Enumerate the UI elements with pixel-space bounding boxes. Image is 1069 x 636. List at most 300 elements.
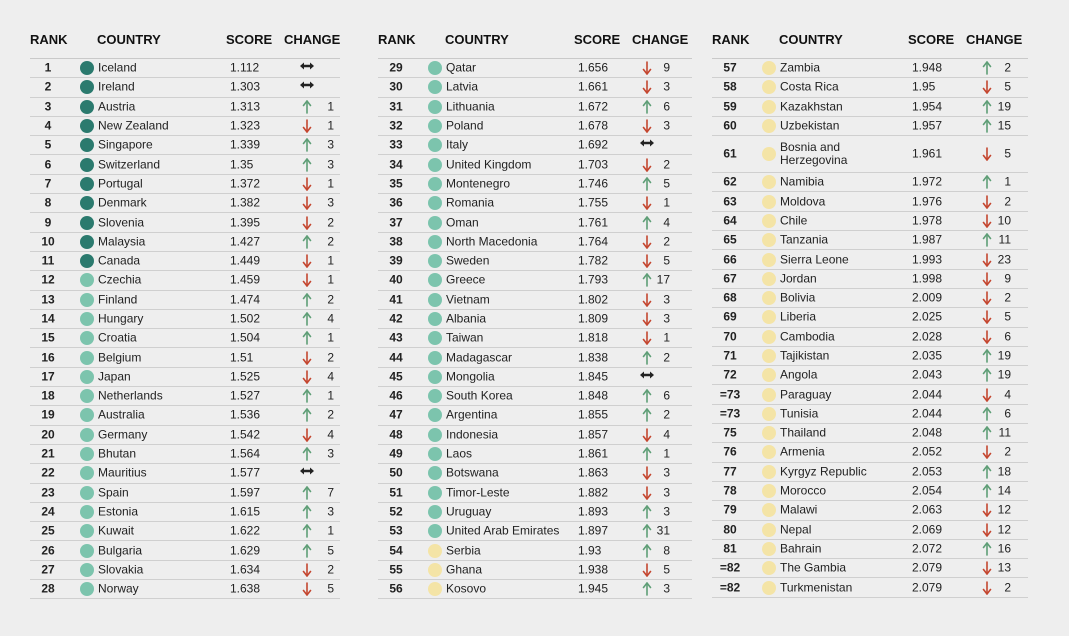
score-cell: 2.009 — [912, 290, 943, 305]
score-cell: 1.339 — [230, 137, 261, 152]
table-row — [30, 406, 340, 425]
level-dot — [428, 158, 442, 172]
score-cell: 1.303 — [230, 79, 261, 94]
country-cell: Zambia — [780, 60, 821, 75]
level-dot — [80, 80, 94, 94]
change-cell: 3 — [663, 465, 670, 480]
table-row — [30, 155, 340, 174]
score-cell: 1.51 — [230, 350, 254, 365]
change-cell: 2 — [663, 157, 670, 172]
score-cell: 1.863 — [578, 465, 609, 480]
country-cell: Norway — [98, 581, 139, 596]
rank-cell: 80 — [723, 522, 737, 537]
change-cell: 1 — [327, 523, 334, 538]
score-cell: 1.395 — [230, 215, 261, 230]
table-row — [712, 366, 1028, 385]
rank-cell: 52 — [389, 504, 403, 519]
level-dot — [80, 389, 94, 403]
rank-cell: 32 — [389, 118, 403, 133]
change-cell: 1 — [663, 195, 670, 210]
table-row — [378, 117, 692, 136]
score-cell: 2.025 — [912, 309, 943, 324]
rank-cell: 38 — [389, 234, 403, 249]
level-dot — [428, 312, 442, 326]
table-row — [30, 78, 340, 97]
rank-cell: 25 — [41, 523, 55, 538]
score-header: SCORE — [574, 32, 621, 47]
country-cell: Uzbekistan — [780, 118, 840, 133]
table-row — [30, 522, 340, 541]
rank-cell: 49 — [389, 446, 403, 461]
change-cell: 17 — [656, 272, 670, 287]
score-cell: 1.93 — [578, 543, 602, 558]
level-dot — [80, 428, 94, 442]
ranking-table-3 — [712, 28, 1028, 598]
change-cell: 6 — [1004, 329, 1011, 344]
change-cell: 5 — [663, 562, 670, 577]
change-cell: 3 — [327, 157, 334, 172]
country-cell: Madagascar — [446, 350, 513, 365]
country-cell: United Kingdom — [446, 157, 532, 172]
country-cell: Latvia — [446, 79, 479, 94]
country-header: COUNTRY — [97, 32, 161, 47]
rank-cell: 3 — [44, 99, 52, 114]
rank-cell: 50 — [389, 465, 403, 480]
rank-cell: 21 — [41, 446, 55, 461]
rank-cell: 26 — [41, 543, 55, 558]
rank-cell: =73 — [719, 406, 741, 421]
score-cell: 2.048 — [912, 425, 943, 440]
country-cell: Mongolia — [446, 369, 495, 384]
rank-cell: 76 — [723, 444, 737, 459]
score-cell: 1.656 — [578, 60, 609, 75]
table-row — [378, 291, 692, 310]
level-dot — [428, 254, 442, 268]
score-cell: 1.945 — [578, 581, 609, 596]
table-row — [378, 175, 692, 194]
change-cell: 2 — [327, 562, 334, 577]
rank-cell: 24 — [41, 504, 55, 519]
change-cell: 14 — [997, 483, 1011, 498]
change-cell: 3 — [327, 504, 334, 519]
score-cell: 1.35 — [230, 157, 254, 172]
level-dot — [762, 368, 776, 382]
change-cell: 3 — [663, 292, 670, 307]
level-dot — [762, 175, 776, 189]
level-dot — [428, 235, 442, 249]
change-cell: 6 — [1004, 406, 1011, 421]
table-row — [378, 194, 692, 213]
country-cell: Iceland — [98, 60, 137, 75]
rank-cell: 63 — [723, 194, 737, 209]
score-cell: 1.848 — [578, 388, 609, 403]
change-cell: 9 — [663, 60, 670, 75]
score-cell: 1.615 — [230, 504, 261, 519]
rank-cell: 60 — [723, 118, 737, 133]
table-row — [712, 463, 1028, 482]
table-row — [30, 503, 340, 522]
score-cell: 1.893 — [578, 504, 609, 519]
country-cell: Taiwan — [446, 330, 484, 345]
level-dot — [428, 505, 442, 519]
change-cell: 19 — [997, 367, 1011, 382]
change-cell: 3 — [663, 118, 670, 133]
level-dot — [80, 293, 94, 307]
level-dot — [762, 407, 776, 421]
rank-cell: 68 — [723, 290, 737, 305]
table-row — [30, 561, 340, 580]
score-cell: 1.382 — [230, 195, 261, 210]
score-cell: 1.957 — [912, 118, 943, 133]
change-cell: 31 — [656, 523, 670, 538]
score-cell: 1.427 — [230, 234, 261, 249]
score-cell: 1.525 — [230, 369, 261, 384]
table-row — [378, 348, 692, 367]
level-dot — [762, 310, 776, 324]
change-cell: 1 — [327, 330, 334, 345]
country-cell: Austria — [98, 99, 136, 114]
score-cell: 1.112 — [230, 60, 260, 75]
change-cell: 12 — [997, 522, 1011, 537]
change-cell: 1 — [663, 330, 670, 345]
table-row — [378, 541, 692, 560]
change-cell: 11 — [998, 232, 1011, 247]
rank-cell: 33 — [389, 137, 403, 152]
score-cell: 1.504 — [230, 330, 261, 345]
rank-cell: 58 — [723, 79, 737, 94]
score-cell: 1.622 — [230, 523, 261, 538]
no-change-icon — [299, 80, 311, 94]
score-cell: 1.692 — [578, 137, 609, 152]
change-cell: 1 — [327, 272, 334, 287]
rank-header: RANK — [30, 32, 68, 47]
table-row — [30, 59, 340, 78]
score-cell: 1.978 — [912, 213, 943, 228]
rank-cell: 13 — [41, 292, 55, 307]
level-dot — [428, 177, 442, 191]
score-cell: 1.449 — [230, 253, 261, 268]
change-cell: 18 — [997, 464, 1011, 479]
change-cell: 23 — [997, 252, 1011, 267]
rank-cell: 43 — [389, 330, 403, 345]
country-cell: Slovenia — [98, 215, 145, 230]
score-header: SCORE — [908, 32, 955, 47]
country-cell: Germany — [98, 427, 148, 442]
country-cell: Poland — [446, 118, 484, 133]
level-dot — [428, 544, 442, 558]
rank-cell: 71 — [723, 348, 737, 363]
level-dot — [428, 100, 442, 114]
table-row — [712, 424, 1028, 443]
change-cell: 2 — [327, 407, 334, 422]
change-cell: 2 — [663, 234, 670, 249]
country-cell: Turkmenistan — [780, 580, 853, 595]
rank-cell: 57 — [723, 60, 737, 75]
score-cell: 1.897 — [578, 523, 609, 538]
rank-cell: 19 — [41, 407, 55, 422]
table-row — [30, 252, 340, 271]
no-change-icon — [639, 138, 651, 152]
level-dot — [428, 370, 442, 384]
level-dot — [80, 61, 94, 75]
level-dot — [762, 542, 776, 556]
change-cell: 11 — [998, 425, 1011, 440]
level-dot — [428, 61, 442, 75]
score-cell: 1.564 — [230, 446, 261, 461]
country-cell: Bahrain — [780, 541, 822, 556]
table-row — [712, 289, 1028, 308]
level-dot — [80, 119, 94, 133]
table-row — [378, 310, 692, 329]
change-cell: 15 — [997, 118, 1011, 133]
country-cell: Ireland — [98, 79, 135, 94]
change-cell: 2 — [663, 407, 670, 422]
table-row — [712, 117, 1028, 136]
country-cell: Mauritius — [98, 465, 147, 480]
country-cell: Portugal — [98, 176, 143, 191]
level-dot — [762, 195, 776, 209]
rank-cell: 10 — [41, 234, 55, 249]
change-cell: 2 — [327, 215, 334, 230]
score-cell: 1.634 — [230, 562, 261, 577]
country-cell: Tunisia — [780, 406, 819, 421]
country-cell: Angola — [780, 367, 818, 382]
country-cell: Costa Rica — [780, 79, 839, 94]
table-row — [712, 98, 1028, 117]
score-cell: 1.761 — [578, 215, 609, 230]
score-cell: 1.629 — [230, 543, 261, 558]
table-row — [712, 405, 1028, 424]
rank-cell: 55 — [389, 562, 403, 577]
country-cell: Estonia — [98, 504, 139, 519]
country-cell: Singapore — [98, 137, 153, 152]
table-row — [30, 271, 340, 290]
rank-cell: 67 — [723, 271, 737, 286]
table-row — [30, 580, 340, 599]
table-row — [30, 387, 340, 406]
rank-cell: 44 — [389, 350, 403, 365]
score-cell: 1.976 — [912, 194, 943, 209]
score-cell: 2.052 — [912, 444, 943, 459]
table-row — [712, 250, 1028, 269]
score-cell: 2.079 — [912, 560, 943, 575]
level-dot — [762, 100, 776, 114]
country-cell: Bolivia — [780, 290, 816, 305]
score-cell: 1.597 — [230, 485, 261, 500]
change-header: CHANGE — [966, 32, 1023, 47]
country-cell: Namibia — [780, 174, 825, 189]
level-dot — [762, 445, 776, 459]
rank-cell: =82 — [719, 560, 741, 575]
rank-cell: 72 — [723, 367, 737, 382]
table-row — [30, 233, 340, 252]
score-cell: 1.857 — [578, 427, 609, 442]
country-cell: Czechia — [98, 272, 142, 287]
score-cell: 1.855 — [578, 407, 609, 422]
change-cell: 2 — [1004, 444, 1011, 459]
country-header: COUNTRY — [445, 32, 509, 47]
ranking-table-2 — [378, 28, 692, 599]
country-cell: Uruguay — [446, 504, 492, 519]
change-cell: 4 — [327, 311, 334, 326]
level-dot — [80, 505, 94, 519]
level-dot — [80, 273, 94, 287]
level-dot — [762, 388, 776, 402]
score-cell: 1.838 — [578, 350, 609, 365]
table-row — [712, 347, 1028, 366]
change-cell: 8 — [663, 543, 670, 558]
score-cell: 1.764 — [578, 234, 609, 249]
change-cell: 5 — [327, 581, 334, 596]
score-cell: 1.987 — [912, 232, 943, 247]
score-cell: 1.323 — [230, 118, 261, 133]
change-cell: 9 — [1004, 271, 1011, 286]
score-cell: 2.069 — [912, 522, 943, 537]
level-dot — [428, 447, 442, 461]
table-row — [378, 445, 692, 464]
rank-cell: 64 — [723, 213, 737, 228]
rank-cell: 28 — [41, 581, 55, 596]
table-row — [378, 213, 692, 232]
table-row — [378, 484, 692, 503]
score-cell: 2.079 — [912, 580, 943, 595]
change-cell: 1 — [327, 176, 334, 191]
table-row — [712, 385, 1028, 404]
table-row — [378, 464, 692, 483]
score-cell: 1.542 — [230, 427, 261, 442]
rank-cell: 77 — [723, 464, 737, 479]
rank-cell: 81 — [723, 541, 737, 556]
country-cell: Denmark — [98, 195, 147, 210]
level-dot — [762, 253, 776, 267]
change-cell: 4 — [663, 427, 670, 442]
table-row — [712, 59, 1028, 78]
level-dot — [762, 147, 776, 161]
country-cell: Croatia — [98, 330, 137, 345]
level-dot — [762, 80, 776, 94]
country-cell: Tajikistan — [780, 348, 830, 363]
country-header: COUNTRY — [779, 32, 843, 47]
rank-cell: 22 — [41, 465, 55, 480]
level-dot — [762, 581, 776, 595]
rank-cell: 27 — [41, 562, 55, 577]
table-row — [712, 136, 1028, 173]
change-cell: 16 — [997, 541, 1011, 556]
rank-cell: 5 — [44, 137, 52, 152]
change-cell: 5 — [327, 543, 334, 558]
score-cell: 2.044 — [912, 406, 943, 421]
country-cell: Indonesia — [446, 427, 499, 442]
table-row — [30, 194, 340, 213]
level-dot — [80, 544, 94, 558]
score-cell: 1.313 — [230, 99, 261, 114]
table-row — [712, 578, 1028, 597]
level-dot — [428, 428, 442, 442]
score-cell: 1.782 — [578, 253, 609, 268]
level-dot — [428, 563, 442, 577]
table-row — [30, 291, 340, 310]
rank-cell: =82 — [719, 580, 741, 595]
change-cell: 1 — [1004, 174, 1011, 189]
rank-cell: 37 — [389, 215, 403, 230]
level-dot — [762, 214, 776, 228]
country-cell: Bulgaria — [98, 543, 143, 558]
change-cell: 1 — [327, 118, 334, 133]
country-cell: Chile — [780, 213, 808, 228]
level-dot — [80, 582, 94, 596]
country-cell: United Arab Emirates — [446, 523, 560, 538]
table-row — [712, 212, 1028, 231]
rank-cell: 23 — [41, 485, 55, 500]
table-row — [378, 136, 692, 155]
rank-cell: 54 — [389, 543, 403, 558]
change-cell: 5 — [1004, 79, 1011, 94]
country-cell: New Zealand — [98, 118, 169, 133]
country-cell: Paraguay — [780, 387, 832, 402]
level-dot — [428, 486, 442, 500]
rank-cell: 48 — [389, 427, 403, 442]
table-row — [712, 173, 1028, 192]
change-cell: 19 — [997, 348, 1011, 363]
country-cell: Tanzania — [780, 232, 829, 247]
table-row — [30, 484, 340, 503]
no-change-icon — [639, 370, 651, 384]
country-cell: Kosovo — [446, 581, 487, 596]
rank-cell: 34 — [389, 157, 403, 172]
level-dot — [762, 426, 776, 440]
country-cell: Kuwait — [98, 523, 135, 538]
score-cell: 1.809 — [578, 311, 609, 326]
change-cell: 3 — [663, 79, 670, 94]
change-cell: 5 — [1004, 146, 1011, 161]
table-body — [30, 58, 340, 599]
country-cell: Kazakhstan — [780, 99, 843, 114]
change-cell: 4 — [327, 369, 334, 384]
ranking-table-1 — [30, 28, 340, 599]
country-cell: Canada — [98, 253, 141, 268]
change-cell: 2 — [663, 350, 670, 365]
country-cell: Lithuania — [446, 99, 495, 114]
rank-cell: 14 — [41, 311, 55, 326]
table-row — [378, 580, 692, 599]
change-cell: 3 — [663, 581, 670, 596]
country-cell: Serbia — [446, 543, 481, 558]
table-row — [30, 329, 340, 348]
level-dot — [762, 484, 776, 498]
level-dot — [428, 582, 442, 596]
score-cell: 1.703 — [578, 157, 609, 172]
level-dot — [762, 61, 776, 75]
table-row — [712, 443, 1028, 462]
change-cell: 2 — [327, 350, 334, 365]
country-cell: Jordan — [780, 271, 817, 286]
rank-cell: =73 — [719, 387, 741, 402]
score-header: SCORE — [226, 32, 273, 47]
score-cell: 1.954 — [912, 99, 943, 114]
table-row — [30, 368, 340, 387]
score-cell: 2.054 — [912, 483, 943, 498]
score-cell: 1.672 — [578, 99, 609, 114]
change-cell: 3 — [663, 504, 670, 519]
rank-cell: 12 — [41, 272, 55, 287]
country-cell: Slovakia — [98, 562, 144, 577]
rank-cell: 31 — [389, 99, 403, 114]
table-row — [30, 136, 340, 155]
table-row — [378, 406, 692, 425]
level-dot — [80, 254, 94, 268]
table-row — [30, 213, 340, 232]
table-row — [378, 503, 692, 522]
